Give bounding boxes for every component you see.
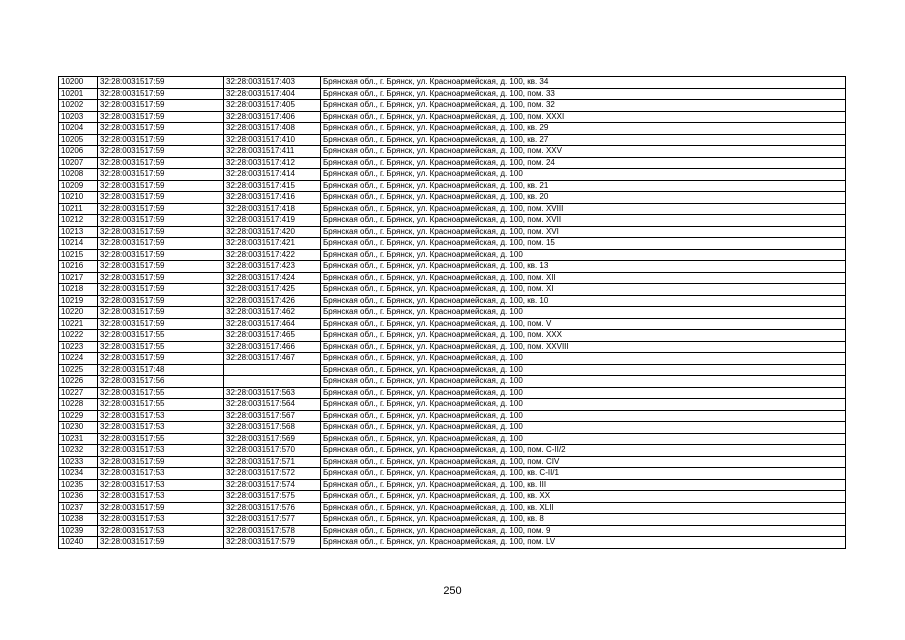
row-number-cell: 10211: [59, 203, 98, 215]
row-number-cell: 10220: [59, 307, 98, 319]
row-number-cell: 10212: [59, 215, 98, 227]
table-row: [59, 111, 846, 123]
address-cell: Брянская обл., г. Брянск, ул. Красноармейская, д. 100: [321, 376, 846, 388]
quarter-number-cell: 32:28:0031517:59: [98, 88, 224, 100]
quarter-number-cell: 32:28:0031517:59: [98, 134, 224, 146]
quarter-number-cell: 32:28:0031517:59: [98, 157, 224, 169]
cadastral-number-cell: 32:28:0031517:411: [224, 146, 321, 158]
table-row: [59, 445, 846, 457]
address-cell: Брянская обл., г. Брянск, ул. Красноармейская, д. 100, пом. 15: [321, 238, 846, 250]
quarter-number-cell: 32:28:0031517:59: [98, 169, 224, 181]
address-cell: Брянская обл., г. Брянск, ул. Красноармейская, д. 100, пом. XVI: [321, 226, 846, 238]
quarter-number-cell: 32:28:0031517:55: [98, 399, 224, 411]
table-row: [59, 134, 846, 146]
table-row: [59, 387, 846, 399]
address-cell: Брянская обл., г. Брянск, ул. Красноармейская, д. 100: [321, 249, 846, 261]
table-row: [59, 318, 846, 330]
quarter-number-cell: 32:28:0031517:59: [98, 318, 224, 330]
table-row: [59, 456, 846, 468]
document-sheet: [58, 76, 846, 549]
row-number-cell: 10222: [59, 330, 98, 342]
table-row: [59, 537, 846, 549]
page-number: 250: [443, 585, 462, 597]
address-cell: Брянская обл., г. Брянск, ул. Красноармейская, д. 100, пом. 32: [321, 100, 846, 112]
address-cell: Брянская обл., г. Брянск, ул. Красноармейская, д. 100: [321, 169, 846, 181]
table-row: [59, 295, 846, 307]
cadastral-number-cell: 32:28:0031517:570: [224, 445, 321, 457]
cadastral-number-cell: 32:28:0031517:425: [224, 284, 321, 296]
address-cell: Брянская обл., г. Брянск, ул. Красноармейская, д. 100, пом. XXXI: [321, 111, 846, 123]
table-row: [59, 399, 846, 411]
address-cell: Брянская обл., г. Брянск, ул. Красноармейская, д. 100, пом. XXX: [321, 330, 846, 342]
address-cell: Брянская обл., г. Брянск, ул. Красноармейская, д. 100: [321, 387, 846, 399]
quarter-number-cell: 32:28:0031517:55: [98, 341, 224, 353]
cadastral-number-cell: 32:28:0031517:405: [224, 100, 321, 112]
row-number-cell: 10209: [59, 180, 98, 192]
address-cell: Брянская обл., г. Брянск, ул. Красноармейская, д. 100, пом. XVIII: [321, 203, 846, 215]
quarter-number-cell: 32:28:0031517:59: [98, 146, 224, 158]
cadastral-number-cell: 32:28:0031517:421: [224, 238, 321, 250]
row-number-cell: 10235: [59, 479, 98, 491]
quarter-number-cell: 32:28:0031517:59: [98, 192, 224, 204]
row-number-cell: 10204: [59, 123, 98, 135]
cadastral-number-cell: 32:28:0031517:426: [224, 295, 321, 307]
row-number-cell: 10205: [59, 134, 98, 146]
table-row: [59, 146, 846, 158]
table-row: [59, 410, 846, 422]
table-row: [59, 180, 846, 192]
table-row: [59, 238, 846, 250]
address-cell: Брянская обл., г. Брянск, ул. Красноармейская, д. 100, пом. CIV: [321, 456, 846, 468]
address-cell: Брянская обл., г. Брянск, ул. Красноармейская, д. 100, пом. 9: [321, 525, 846, 537]
cadastral-number-cell: [224, 364, 321, 376]
cadastral-number-cell: 32:28:0031517:575: [224, 491, 321, 503]
row-number-cell: 10231: [59, 433, 98, 445]
row-number-cell: 10214: [59, 238, 98, 250]
cadastral-number-cell: 32:28:0031517:464: [224, 318, 321, 330]
quarter-number-cell: 32:28:0031517:56: [98, 376, 224, 388]
quarter-number-cell: 32:28:0031517:59: [98, 284, 224, 296]
quarter-number-cell: 32:28:0031517:55: [98, 387, 224, 399]
cadastral-number-cell: 32:28:0031517:563: [224, 387, 321, 399]
table-row: [59, 226, 846, 238]
cadastral-number-cell: 32:28:0031517:467: [224, 353, 321, 365]
cadastral-number-cell: 32:28:0031517:465: [224, 330, 321, 342]
quarter-number-cell: 32:28:0031517:59: [98, 249, 224, 261]
address-cell: Брянская обл., г. Брянск, ул. Красноармейская, д. 100: [321, 410, 846, 422]
cadastral-number-cell: 32:28:0031517:403: [224, 77, 321, 89]
address-cell: Брянская обл., г. Брянск, ул. Красноармейская, д. 100, кв. 27: [321, 134, 846, 146]
row-number-cell: 10217: [59, 272, 98, 284]
quarter-number-cell: 32:28:0031517:59: [98, 353, 224, 365]
quarter-number-cell: 32:28:0031517:53: [98, 445, 224, 457]
row-number-cell: 10201: [59, 88, 98, 100]
table-row: [59, 284, 846, 296]
row-number-cell: 10224: [59, 353, 98, 365]
cadastral-number-cell: 32:28:0031517:579: [224, 537, 321, 549]
row-number-cell: 10238: [59, 514, 98, 526]
cadastral-number-cell: 32:28:0031517:412: [224, 157, 321, 169]
row-number-cell: 10229: [59, 410, 98, 422]
cadastral-number-cell: 32:28:0031517:404: [224, 88, 321, 100]
table-row: [59, 376, 846, 388]
row-number-cell: 10216: [59, 261, 98, 273]
row-number-cell: 10215: [59, 249, 98, 261]
table-row: [59, 525, 846, 537]
table-row: [59, 169, 846, 181]
quarter-number-cell: 32:28:0031517:59: [98, 111, 224, 123]
row-number-cell: 10236: [59, 491, 98, 503]
table-row: [59, 203, 846, 215]
table-row: [59, 433, 846, 445]
quarter-number-cell: 32:28:0031517:53: [98, 514, 224, 526]
cadastral-number-cell: 32:28:0031517:568: [224, 422, 321, 434]
cadastral-number-cell: 32:28:0031517:424: [224, 272, 321, 284]
quarter-number-cell: 32:28:0031517:59: [98, 100, 224, 112]
cadastral-number-cell: 32:28:0031517:414: [224, 169, 321, 181]
row-number-cell: 10226: [59, 376, 98, 388]
quarter-number-cell: 32:28:0031517:59: [98, 295, 224, 307]
quarter-number-cell: 32:28:0031517:53: [98, 479, 224, 491]
quarter-number-cell: 32:28:0031517:53: [98, 422, 224, 434]
table-row: [59, 353, 846, 365]
row-number-cell: 10225: [59, 364, 98, 376]
quarter-number-cell: 32:28:0031517:59: [98, 123, 224, 135]
row-number-cell: 10219: [59, 295, 98, 307]
address-cell: Брянская обл., г. Брянск, ул. Красноармейская, д. 100, пом. С-II/2: [321, 445, 846, 457]
address-cell: Брянская обл., г. Брянск, ул. Красноармейская, д. 100, пом. XVII: [321, 215, 846, 227]
row-number-cell: 10234: [59, 468, 98, 480]
table-row: [59, 468, 846, 480]
address-cell: Брянская обл., г. Брянск, ул. Красноармейская, д. 100: [321, 364, 846, 376]
quarter-number-cell: 32:28:0031517:59: [98, 203, 224, 215]
quarter-number-cell: 32:28:0031517:48: [98, 364, 224, 376]
quarter-number-cell: 32:28:0031517:59: [98, 502, 224, 514]
row-number-cell: 10239: [59, 525, 98, 537]
table-row: [59, 479, 846, 491]
quarter-number-cell: 32:28:0031517:59: [98, 238, 224, 250]
table-row: [59, 341, 846, 353]
table-row: [59, 77, 846, 89]
cadastral-number-cell: 32:28:0031517:416: [224, 192, 321, 204]
quarter-number-cell: 32:28:0031517:59: [98, 537, 224, 549]
quarter-number-cell: 32:28:0031517:53: [98, 410, 224, 422]
row-number-cell: 10228: [59, 399, 98, 411]
address-cell: Брянская обл., г. Брянск, ул. Красноармейская, д. 100, кв. XX: [321, 491, 846, 503]
address-cell: Брянская обл., г. Брянск, ул. Красноармейская, д. 100, кв. 29: [321, 123, 846, 135]
address-cell: Брянская обл., г. Брянск, ул. Красноармейская, д. 100, кв. 10: [321, 295, 846, 307]
row-number-cell: 10240: [59, 537, 98, 549]
cadastral-number-cell: 32:28:0031517:410: [224, 134, 321, 146]
quarter-number-cell: 32:28:0031517:53: [98, 525, 224, 537]
quarter-number-cell: 32:28:0031517:55: [98, 433, 224, 445]
cadastral-number-cell: 32:28:0031517:571: [224, 456, 321, 468]
address-cell: Брянская обл., г. Брянск, ул. Красноармейская, д. 100, пом. XXVIII: [321, 341, 846, 353]
table-row: [59, 330, 846, 342]
address-cell: Брянская обл., г. Брянск, ул. Красноармейская, д. 100, пом. V: [321, 318, 846, 330]
row-number-cell: 10207: [59, 157, 98, 169]
table-row: [59, 157, 846, 169]
quarter-number-cell: 32:28:0031517:59: [98, 261, 224, 273]
cadastral-number-cell: 32:28:0031517:418: [224, 203, 321, 215]
address-cell: Брянская обл., г. Брянск, ул. Красноармейская, д. 100, кв. 21: [321, 180, 846, 192]
table-row: [59, 491, 846, 503]
row-number-cell: 10208: [59, 169, 98, 181]
address-cell: Брянская обл., г. Брянск, ул. Красноармейская, д. 100, кв. С-II/1: [321, 468, 846, 480]
quarter-number-cell: 32:28:0031517:59: [98, 307, 224, 319]
cadastral-number-cell: 32:28:0031517:415: [224, 180, 321, 192]
quarter-number-cell: 32:28:0031517:59: [98, 272, 224, 284]
registry-table-body: [59, 77, 846, 549]
quarter-number-cell: 32:28:0031517:59: [98, 215, 224, 227]
address-cell: Брянская обл., г. Брянск, ул. Красноармейская, д. 100, кв. 34: [321, 77, 846, 89]
quarter-number-cell: 32:28:0031517:53: [98, 468, 224, 480]
address-cell: Брянская обл., г. Брянск, ул. Красноармейская, д. 100, кв. 13: [321, 261, 846, 273]
address-cell: Брянская обл., г. Брянск, ул. Красноармейская, д. 100, пом. XXV: [321, 146, 846, 158]
table-row: [59, 307, 846, 319]
cadastral-number-cell: [224, 376, 321, 388]
row-number-cell: 10203: [59, 111, 98, 123]
row-number-cell: 10227: [59, 387, 98, 399]
address-cell: Брянская обл., г. Брянск, ул. Красноармейская, д. 100: [321, 399, 846, 411]
quarter-number-cell: 32:28:0031517:59: [98, 77, 224, 89]
row-number-cell: 10230: [59, 422, 98, 434]
cadastral-number-cell: 32:28:0031517:567: [224, 410, 321, 422]
table-row: [59, 215, 846, 227]
table-row: [59, 261, 846, 273]
row-number-cell: 10218: [59, 284, 98, 296]
quarter-number-cell: 32:28:0031517:59: [98, 226, 224, 238]
cadastral-number-cell: 32:28:0031517:462: [224, 307, 321, 319]
cadastral-number-cell: 32:28:0031517:574: [224, 479, 321, 491]
address-cell: Брянская обл., г. Брянск, ул. Красноармейская, д. 100, пом. 33: [321, 88, 846, 100]
row-number-cell: 10232: [59, 445, 98, 457]
quarter-number-cell: 32:28:0031517:55: [98, 330, 224, 342]
registry-table: [58, 76, 846, 549]
quarter-number-cell: 32:28:0031517:59: [98, 456, 224, 468]
table-row: [59, 123, 846, 135]
row-number-cell: 10200: [59, 77, 98, 89]
table-row: [59, 364, 846, 376]
cadastral-number-cell: 32:28:0031517:408: [224, 123, 321, 135]
table-row: [59, 502, 846, 514]
table-row: [59, 100, 846, 112]
address-cell: Брянская обл., г. Брянск, ул. Красноармейская, д. 100, кв. 8: [321, 514, 846, 526]
table-row: [59, 272, 846, 284]
cadastral-number-cell: 32:28:0031517:466: [224, 341, 321, 353]
address-cell: Брянская обл., г. Брянск, ул. Красноармейская, д. 100: [321, 307, 846, 319]
cadastral-number-cell: 32:28:0031517:578: [224, 525, 321, 537]
table-row: [59, 422, 846, 434]
cadastral-number-cell: 32:28:0031517:406: [224, 111, 321, 123]
quarter-number-cell: 32:28:0031517:53: [98, 491, 224, 503]
address-cell: Брянская обл., г. Брянск, ул. Красноармейская, д. 100: [321, 433, 846, 445]
address-cell: Брянская обл., г. Брянск, ул. Красноармейская, д. 100, кв. III: [321, 479, 846, 491]
address-cell: Брянская обл., г. Брянск, ул. Красноармейская, д. 100: [321, 422, 846, 434]
address-cell: Брянская обл., г. Брянск, ул. Красноармейская, д. 100, кв. 20: [321, 192, 846, 204]
address-cell: Брянская обл., г. Брянск, ул. Красноармейская, д. 100, пом. 24: [321, 157, 846, 169]
cadastral-number-cell: 32:28:0031517:422: [224, 249, 321, 261]
cadastral-number-cell: 32:28:0031517:564: [224, 399, 321, 411]
cadastral-number-cell: 32:28:0031517:576: [224, 502, 321, 514]
row-number-cell: 10223: [59, 341, 98, 353]
table-row: [59, 88, 846, 100]
row-number-cell: 10210: [59, 192, 98, 204]
table-row: [59, 249, 846, 261]
address-cell: Брянская обл., г. Брянск, ул. Красноармейская, д. 100: [321, 353, 846, 365]
row-number-cell: 10206: [59, 146, 98, 158]
row-number-cell: 10213: [59, 226, 98, 238]
cadastral-number-cell: 32:28:0031517:419: [224, 215, 321, 227]
cadastral-number-cell: 32:28:0031517:423: [224, 261, 321, 273]
cadastral-number-cell: 32:28:0031517:572: [224, 468, 321, 480]
address-cell: Брянская обл., г. Брянск, ул. Красноармейская, д. 100, кв. XLII: [321, 502, 846, 514]
cadastral-number-cell: 32:28:0031517:420: [224, 226, 321, 238]
row-number-cell: 10233: [59, 456, 98, 468]
address-cell: Брянская обл., г. Брянск, ул. Красноармейская, д. 100, пом. XI: [321, 284, 846, 296]
cadastral-number-cell: 32:28:0031517:577: [224, 514, 321, 526]
row-number-cell: 10221: [59, 318, 98, 330]
table-row: [59, 192, 846, 204]
cadastral-number-cell: 32:28:0031517:569: [224, 433, 321, 445]
row-number-cell: 10202: [59, 100, 98, 112]
table-row: [59, 514, 846, 526]
quarter-number-cell: 32:28:0031517:59: [98, 180, 224, 192]
address-cell: Брянская обл., г. Брянск, ул. Красноармейская, д. 100, пом. XII: [321, 272, 846, 284]
address-cell: Брянская обл., г. Брянск, ул. Красноармейская, д. 100, пом. LV: [321, 537, 846, 549]
row-number-cell: 10237: [59, 502, 98, 514]
